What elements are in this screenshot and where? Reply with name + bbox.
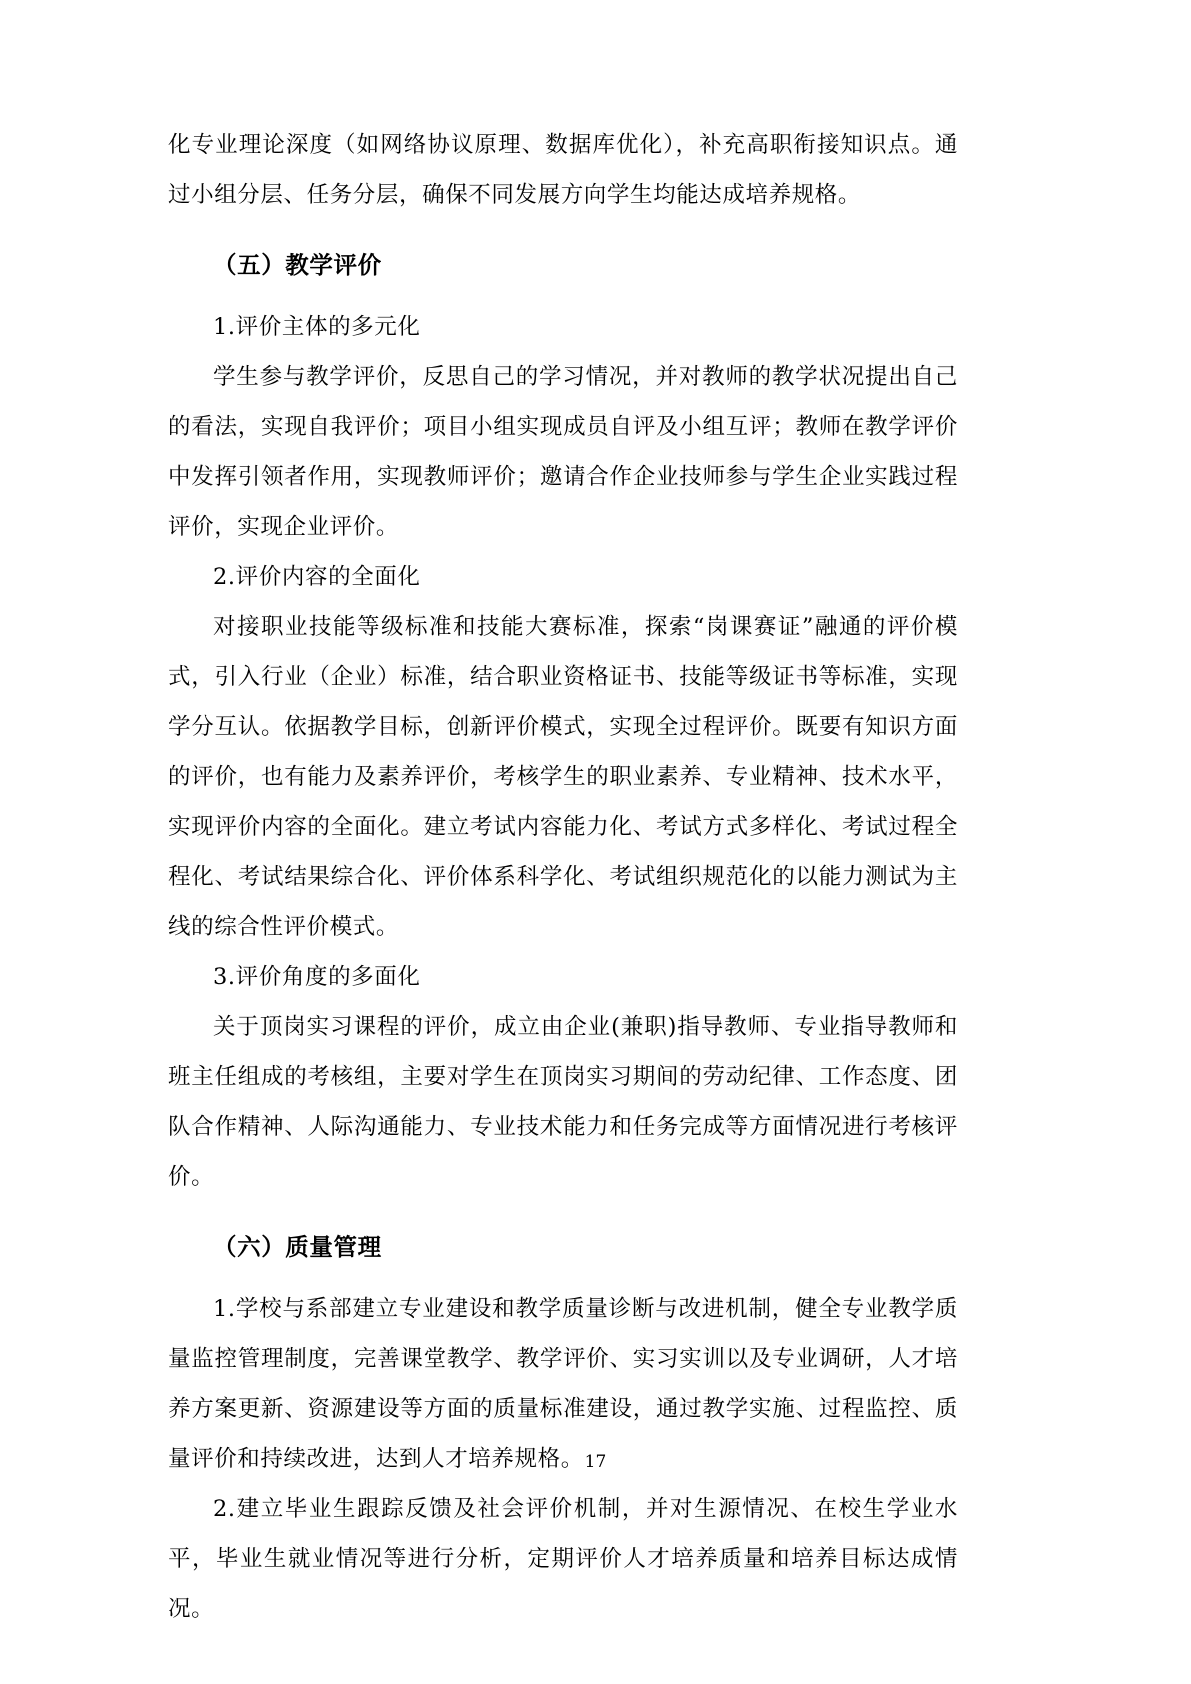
paragraph-continuation: 化专业理论深度（如网络协议原理、数据库优化），补充高职衔接知识点。通过小组分层、任务分层，确保不同发展方向学生均能达成培养规格。 (168, 132, 958, 208)
subheading-evaluation-subjects: 1.评价主体的多元化 (213, 314, 421, 340)
heading-spacer (168, 290, 958, 302)
paragraph-quality-item-2: 2.建立毕业生跟踪反馈及社会评价机制，并对生源情况、在校生学业水平，毕业生就业情况等进行分析，定期评价人才培养质量和培养目标达成情况。 (168, 1496, 958, 1622)
subheading-evaluation-content: 2.评价内容的全面化 (213, 564, 421, 590)
section-spacer (168, 220, 958, 240)
paragraph-quality-item-1: 1.学校与系部建立专业建设和教学质量诊断与改进机制，健全专业教学质量监控管理制度，完善课堂教学、教学评价、实习实训以及专业调研，人才培养方案更新、资源建设等方面的质量标准建设，通过教学实施、过程监控、质量评价和持续改进，达到人才培养规格。 (168, 1296, 958, 1472)
paragraph-evaluation-perspective: 关于顶岗实习课程的评价，成立由企业(兼职)指导教师、专业指导教师和班主任组成的考核组，主要对学生在顶岗实习期间的劳动纪律、工作态度、团队合作精神、人际沟通能力、专业技术能力和任务完成等方面情况进行考核评价。 (168, 1014, 958, 1190)
heading-spacer-2 (168, 1272, 958, 1284)
page-body (168, 120, 958, 1634)
section-heading-quality-management: （六）质量管理 (213, 1233, 382, 1261)
paragraph-evaluation-content: 对接职业技能等级标准和技能大赛标准，探索“岗课赛证”融通的评价模式，引入行业（企业）标准，结合职业资格证书、技能等级证书等标准，实现学分互认。依据教学目标，创新评价模式，实现全过程评价。既要有知识方面的评价，也有能力及素养评价，考核学生的职业素养、专业精神、技术水平，实现评价内容的全面化。建立考试内容能力化、考试方式多样化、考试过程全程化、考试结果综合化、评价体系科学化、考试组织规范化的以能力测试为主线的综合性评价模式。 (168, 614, 958, 940)
section-spacer-2 (168, 1202, 958, 1222)
paragraph-evaluation-subjects: 学生参与教学评价，反思自己的学习情况，并对教师的教学状况提出自己的看法，实现自我评价；项目小组实现成员自评及小组互评；教师在教学评价中发挥引领者作用，实现教师评价；邀请合作企业技师参与学生企业实践过程评价，实现企业评价。 (168, 364, 958, 540)
subheading-evaluation-perspective: 3.评价角度的多面化 (213, 964, 421, 990)
page-number: 17 (584, 1452, 607, 1472)
section-heading-teaching-evaluation: （五）教学评价 (213, 251, 382, 279)
